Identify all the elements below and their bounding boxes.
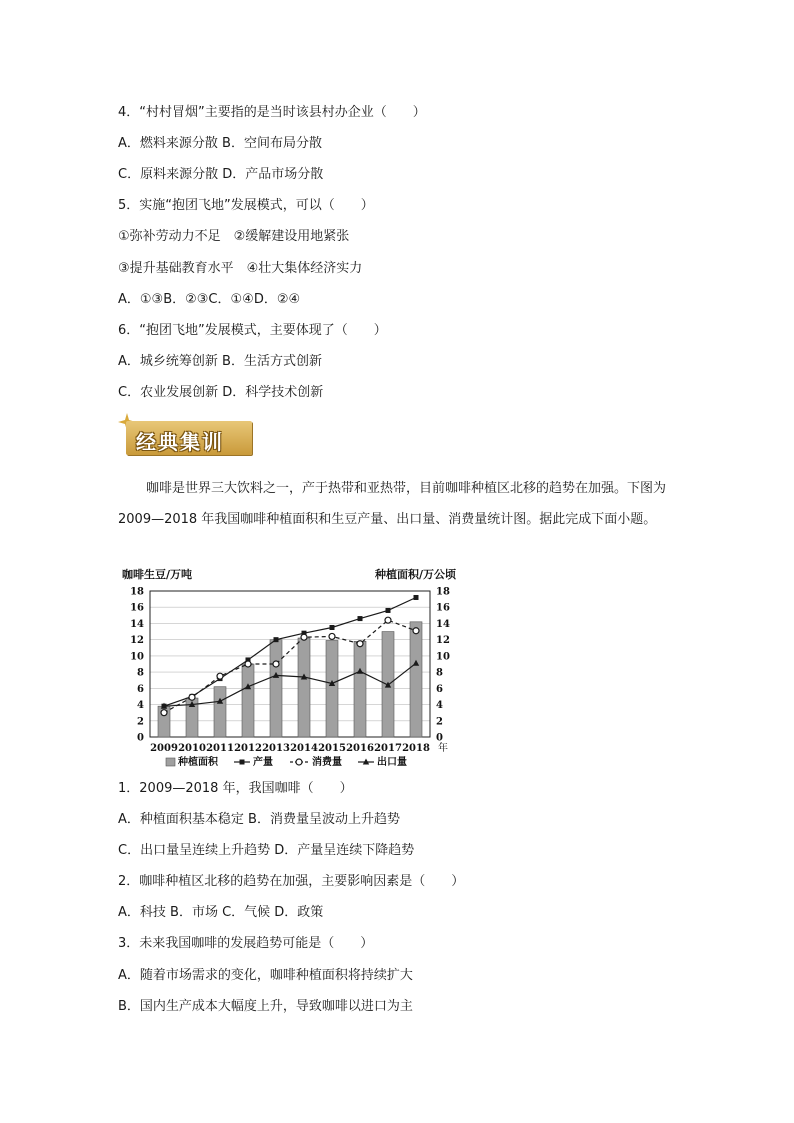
left-tick-label: 10 — [130, 651, 144, 663]
question-4-options-ab: A．燃料来源分散 B．空间布局分散 — [118, 136, 322, 151]
point-consumption — [273, 661, 279, 667]
question-c2-options: A．科技 B．市场 C．气候 D．政策 — [118, 905, 324, 920]
point-consumption — [217, 673, 223, 679]
right-tick-label: 0 — [436, 732, 443, 744]
question-6: 6．“抱团飞地”发展模式，主要体现了（ ） — [118, 323, 387, 338]
point-consumption — [413, 628, 419, 634]
section-banner — [118, 413, 254, 457]
question-6-options-cd: C．农业发展创新 D．科学技术创新 — [118, 385, 324, 400]
question-c2: 2．咖啡种植区北移的趋势在加强，主要影响因素是（ ） — [118, 874, 465, 889]
bar-planting-area — [354, 641, 366, 737]
right-tick-label: 2 — [436, 716, 443, 728]
right-tick-label: 14 — [436, 618, 450, 630]
right-axis-title: 种植面积/万公顷 — [374, 568, 456, 581]
point-production — [386, 608, 391, 613]
point-production — [274, 637, 279, 642]
right-tick-label: 6 — [436, 683, 443, 695]
question-4-options-cd: C．原料来源分散 D．产品市场分散 — [118, 167, 324, 182]
x-tick-label: 2017 — [374, 743, 402, 754]
question-4: 4．“村村冒烟”主要指的是当时该县村办企业（ ） — [118, 105, 426, 120]
right-tick-label: 18 — [436, 586, 450, 598]
x-tick-label: 2018 — [402, 743, 430, 754]
bar-planting-area — [214, 687, 226, 737]
point-production — [330, 625, 335, 630]
bar-planting-area — [270, 640, 282, 737]
line-consumption — [164, 620, 416, 712]
legend-marker-consumption — [296, 759, 302, 765]
question-c3-option-a: A．随着市场需求的变化，咖啡种植面积将持续扩大 — [118, 968, 413, 983]
left-axis-title: 咖啡生豆/万吨 — [122, 568, 193, 581]
left-tick-label: 8 — [137, 667, 144, 679]
right-tick-label: 8 — [436, 667, 443, 679]
x-tick-label: 2013 — [262, 743, 290, 754]
point-consumption — [357, 641, 363, 647]
point-consumption — [385, 617, 391, 623]
line-export — [164, 663, 416, 706]
x-tick-label: 2009 — [150, 743, 178, 754]
legend-swatch-planting-area — [166, 758, 175, 766]
legend-label-consumption: 消费量 — [312, 757, 342, 768]
x-tick-label: 2016 — [346, 743, 374, 754]
left-tick-label: 6 — [137, 683, 144, 695]
left-tick-label: 2 — [137, 716, 144, 728]
question-c1-options-cd: C．出口量呈连续上升趋势 D．产量呈连续下降趋势 — [118, 843, 415, 858]
bar-planting-area — [410, 622, 422, 737]
question-c1: 1．2009—2018 年，我国咖啡（ ） — [118, 781, 353, 796]
bar-planting-area — [242, 664, 254, 737]
x-tick-label: 2012 — [234, 743, 262, 754]
question-5-statements-12: ①弥补劳动力不足 ②缓解建设用地紧张 — [118, 229, 350, 244]
point-consumption — [329, 633, 335, 639]
point-production — [414, 595, 419, 600]
left-tick-label: 0 — [137, 732, 144, 744]
left-tick-label: 12 — [130, 635, 144, 647]
intro-paragraph — [118, 473, 678, 535]
bar-planting-area — [326, 640, 338, 737]
bar-planting-area — [298, 638, 310, 737]
right-tick-label: 12 — [436, 635, 450, 647]
banner-title: 经典集训 — [136, 430, 224, 454]
left-tick-label: 16 — [130, 602, 144, 614]
x-axis-unit: 年 — [438, 743, 448, 754]
legend-label-production: 产量 — [253, 757, 273, 768]
intro-text: 咖啡是世界三大饮料之一，产于热带和亚热带，目前咖啡种植区北移的趋势在加强。下图为 2009—2018 年我国咖啡种植面积和生豆产量、出口量、消费量统计图。据此完成下面小题。 — [118, 481, 667, 527]
question-c3-option-b: B．国内生产成本大幅度上升，导致咖啡以进口为主 — [118, 999, 413, 1014]
coffee-statistics-chart — [118, 566, 458, 772]
right-tick-label: 16 — [436, 602, 450, 614]
left-tick-label: 18 — [130, 586, 144, 598]
left-tick-label: 14 — [130, 618, 144, 630]
question-c1-options-ab: A．种植面积基本稳定 B．消费量呈波动上升趋势 — [118, 812, 400, 827]
x-tick-label: 2014 — [290, 743, 318, 754]
point-consumption — [301, 634, 307, 640]
legend-marker-production — [240, 760, 245, 765]
point-production — [358, 616, 363, 621]
question-c3: 3．未来我国咖啡的发展趋势可能是（ ） — [118, 936, 374, 951]
legend-label-export: 出口量 — [377, 757, 407, 768]
point-consumption — [245, 661, 251, 667]
right-tick-label: 10 — [436, 651, 450, 663]
x-tick-label: 2011 — [206, 743, 234, 754]
question-5-statements-34: ③提升基础教育水平 ④壮大集体经济实力 — [118, 261, 363, 276]
x-tick-label: 2010 — [178, 743, 206, 754]
left-tick-label: 4 — [137, 700, 144, 712]
x-tick-label: 2015 — [318, 743, 346, 754]
point-consumption — [189, 694, 195, 700]
legend-label-planting-area: 种植面积 — [178, 757, 218, 768]
right-tick-label: 4 — [436, 700, 443, 712]
point-consumption — [161, 710, 167, 716]
question-5-options: A．①③B．②③C．①④D．②④ — [118, 292, 301, 307]
question-5: 5．实施“抱团飞地”发展模式，可以（ ） — [118, 198, 374, 213]
question-6-options-ab: A．城乡统筹创新 B．生活方式创新 — [118, 354, 322, 369]
